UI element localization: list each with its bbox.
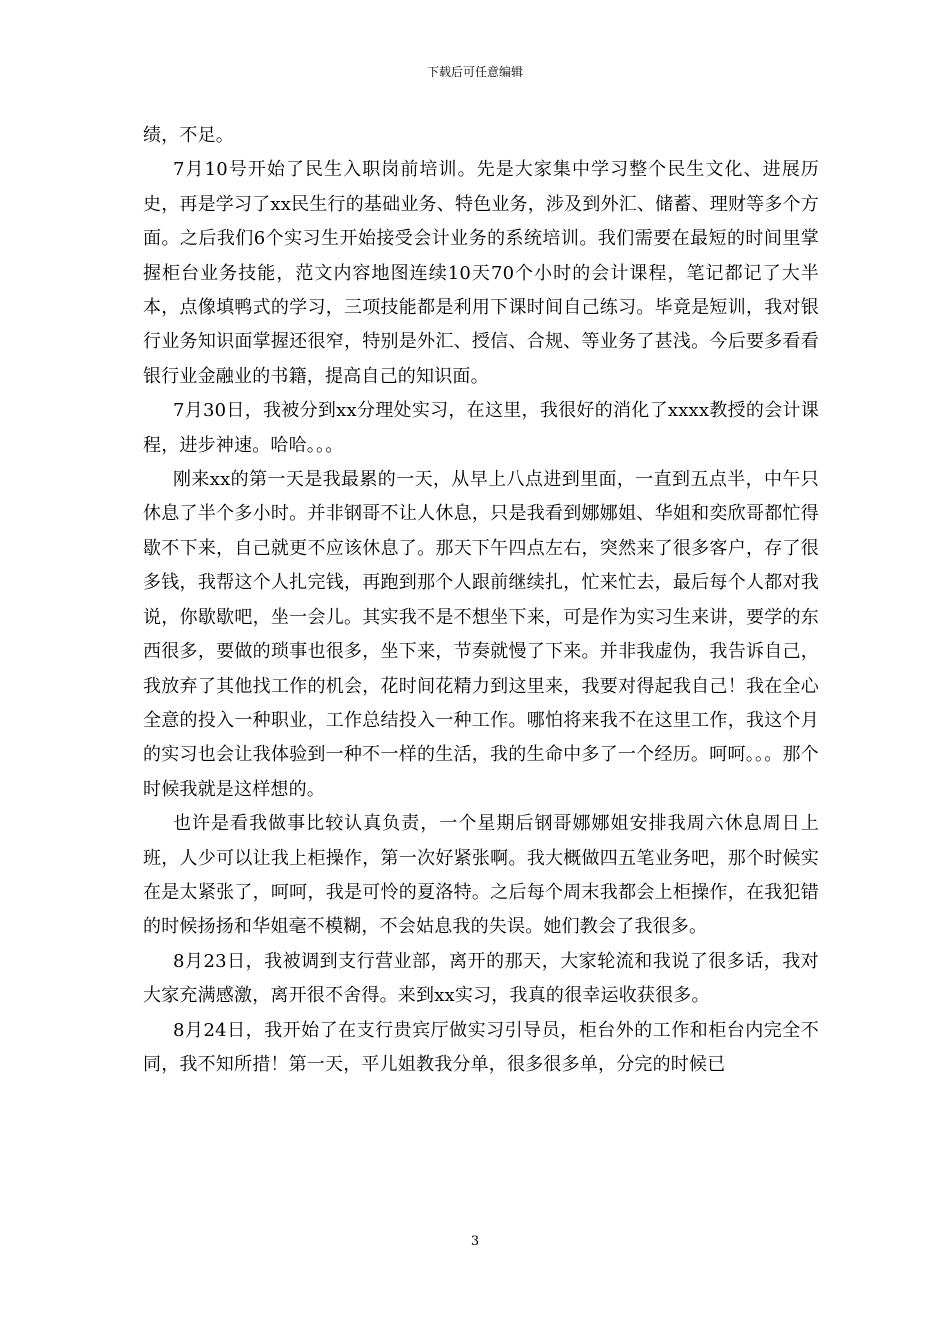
document-body: [143, 119, 819, 1082]
paragraph: 8月23日，我被调到支行营业部，离开的那天，大家轮流和我说了很多话，我对大家充满感激，离开很不舍得。来到xx实习，我真的很幸运收获很多。: [143, 950, 819, 1007]
page-number: 3: [470, 1234, 480, 1249]
paragraph: 7月30日，我被分到xx分理处实习，在这里，我很好的消化了xxxx教授的会计课程，进步神速。哈哈。。。: [143, 400, 819, 456]
paragraph: 7月10号开始了民生入职岗前培训。先是大家集中学习整个民生文化、进展历史，再是学习了xx民生行的基础业务、特色业务，涉及到外汇、储蓄、理财等多个方面。之后我们6个实习生开始接受会计业务的系统培训。我们需要在最短的时间里掌握柜台业务技能，范文内容地图连续10天70个小时的会计课程，笔记都记了大半本，点像填鸭式的学习，三项技能都是利用下课时间自己练习。毕竟是短训，我对银行业务知识面掌握还很窄，特别是外汇、授信、合规、等业务了甚浅。今后要多看看银行业金融业的书籍，提高自己的知识面。: [143, 159, 819, 387]
paragraph: 8月24日，我开始了在支行贵宾厅做实习引导员，柜台外的工作和柜台内完全不同，我不知所措！第一天，平儿姐教我分单，很多很多单，分完的时候已: [143, 1019, 819, 1075]
paragraph: 也许是看我做事比较认真负责，一个星期后钢哥娜娜姐安排我周六休息周日上班，人少可以让我上柜操作，第一次好紧张啊。我大概做四五笔业务吧，那个时候实在是太紧张了，呵呵，我是可怜的夏洛特。之后每个周末我都会上柜操作，在我犯错的时候扬扬和华姐毫不模糊，不会姑息我的失误。她们教会了我很多。: [143, 813, 819, 938]
page-header: 下载后可任意编辑: [426, 65, 523, 79]
paragraph: 绩，不足。: [143, 125, 234, 146]
paragraph: 刚来xx的第一天是我最累的一天，从早上八点进到里面，一直到五点半，中午只休息了半个多小时。并非钢哥不让人休息，只是我看到娜娜姐、华姐和奕欣哥都忙得歇不下来，自己就更不应该休息了。那天下午四点左右，突然来了很多客户，存了很多钱，我帮这个人扎完钱，再跑到那个人跟前继续扎，忙来忙去，最后每个人都对我说，你歇歇吧，坐一会儿。其实我不是不想坐下来，可是作为实习生来讲，要学的东西很多，要做的琐事也很多，坐下来，节奏就慢了下来。并非我虚伪，我告诉自己，我放弃了其他找工作的机会，花时间花精力到这里来，我要对得起我自己！我在全心全意的投入一种职业，工作总结投入一种工作。哪怕将来我不在这里工作，我这个月的实习也会让我体验到一种不一样的生活，我的生命中多了一个经历。呵呵。。。那个时候我就是这样想的。: [143, 469, 819, 800]
